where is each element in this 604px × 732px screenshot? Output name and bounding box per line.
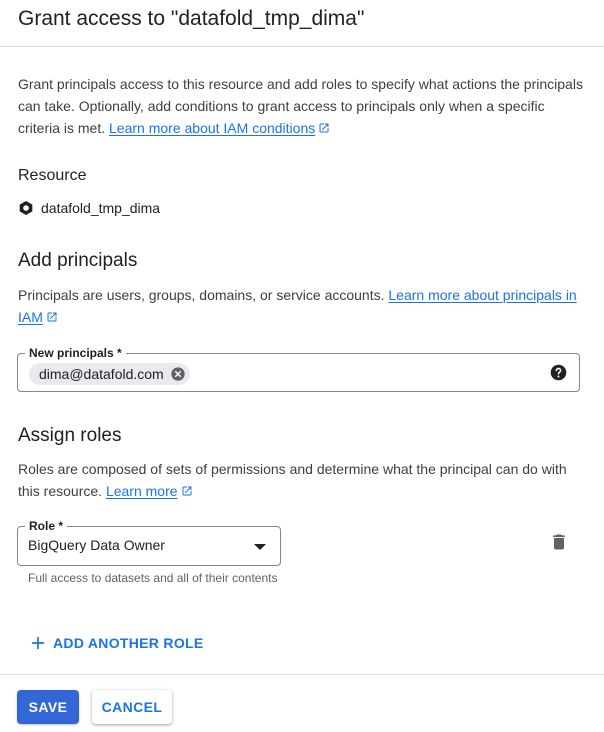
resource-heading: Resource [18, 167, 87, 184]
roles-learn-more-link[interactable]: Learn more [106, 483, 193, 499]
new-principals-field[interactable] [17, 346, 580, 392]
add-principals-heading: Add principals [18, 250, 138, 271]
external-link-icon [181, 485, 193, 497]
role-select-value: BigQuery Data Owner [28, 537, 165, 553]
external-link-icon [46, 311, 58, 323]
role-select[interactable] [17, 519, 281, 566]
assign-roles-heading: Assign roles [18, 425, 122, 446]
add-another-role-label: ADD ANOTHER ROLE [53, 635, 204, 651]
principal-chip-label: dima@datafold.com [39, 366, 164, 382]
plus-icon [30, 635, 46, 651]
intro-text: Grant principals access to this resource and add roles to specify what actions the principals can take. Optionally, add conditions to grant access to principals only when a specific criteria is met. [18, 76, 583, 136]
iam-conditions-link[interactable]: Learn more about IAM conditions [109, 120, 330, 136]
delete-role-icon[interactable] [549, 532, 569, 557]
dropdown-arrow-icon [254, 544, 266, 550]
help-icon[interactable] [550, 364, 567, 381]
roles-description: Roles are composed of sets of permissions and determine what the principal can do with this resource. Learn more [18, 461, 567, 499]
new-principals-label: New principals * [25, 345, 126, 361]
save-button[interactable]: SAVE [17, 690, 79, 724]
role-label: Role * [25, 518, 67, 534]
cancel-button[interactable]: CANCEL [92, 690, 172, 724]
role-hint: Full access to datasets and all of their contents [28, 571, 278, 585]
intro-description [18, 73, 584, 139]
add-another-role-button[interactable] [30, 631, 204, 655]
dialog-title: Grant access to "datafold_tmp_dima" [18, 7, 365, 30]
principals-description: Principals are users, groups, domains, or service accounts. Learn more about principals in IAM [18, 287, 577, 325]
principal-chip[interactable] [29, 363, 190, 385]
dialog-header [0, 0, 604, 47]
resource-row [18, 198, 160, 218]
principals-iam-link[interactable]: Learn more about principals in IAM [18, 287, 577, 325]
resource-name: datafold_tmp_dima [41, 200, 161, 216]
remove-chip-icon[interactable] [170, 366, 186, 382]
external-link-icon [318, 122, 330, 134]
bigquery-dataset-icon [18, 200, 34, 216]
dialog-footer [0, 674, 604, 732]
